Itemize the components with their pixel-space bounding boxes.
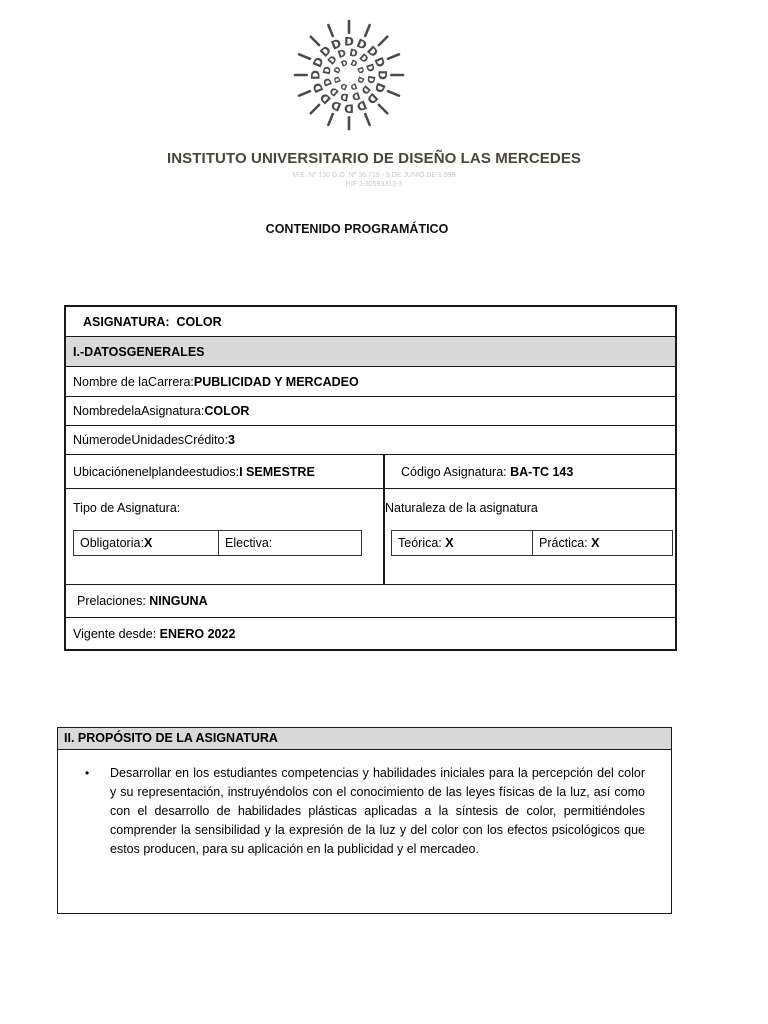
logo-letter: D xyxy=(350,89,362,103)
purpose-section-header xyxy=(58,728,671,750)
logo-ray xyxy=(328,25,332,36)
logo-letter: D xyxy=(355,75,366,85)
logo-letter: D xyxy=(332,65,343,75)
theoretical-value: X xyxy=(445,536,454,550)
theoretical-label: Teórica: xyxy=(398,536,442,550)
logo-letter: D xyxy=(329,97,344,115)
logo-letter: D xyxy=(329,35,344,53)
location-label: Ubicaciónenelplandeestudios: xyxy=(73,464,240,479)
prerequisites-label: Prelaciones: xyxy=(77,594,146,608)
mandatory-label: Obligatoria: xyxy=(80,536,144,550)
registry-line: M.E. Nº 130 G.O. Nº 36.719 - 9 DE JUNIO DE 1.999 xyxy=(292,172,456,179)
subject-name-row xyxy=(66,397,675,426)
logo-ray xyxy=(328,114,332,125)
mandatory-cell xyxy=(74,531,219,555)
logo-letter: D xyxy=(325,53,340,68)
career-value: PUBLICIDAD Y MERCADEO xyxy=(193,374,359,389)
valid-from-label: Vigente desde: xyxy=(73,626,157,641)
credits-value: 3 xyxy=(227,433,235,447)
logo-letter: D xyxy=(375,70,390,80)
logo-ray xyxy=(379,37,387,45)
subject-nature-box xyxy=(391,530,673,556)
institution-name: INSTITUTO UNIVERSITARIO DE DISEÑO LAS MERCEDES xyxy=(166,150,582,167)
purpose-table xyxy=(57,727,672,914)
logo-letter: D xyxy=(344,34,354,49)
code-value: BA-TC 143 xyxy=(510,464,574,479)
logo-letter: D xyxy=(363,74,377,85)
mandatory-value: X xyxy=(143,536,153,550)
subject-heading-label: ASIGNATURA: xyxy=(83,314,170,329)
logo-letter: D xyxy=(358,82,373,97)
logo-letter: D xyxy=(344,101,354,116)
logo-letter: D xyxy=(371,55,389,70)
logo-letter: D xyxy=(327,84,342,99)
logo-ray xyxy=(365,114,369,125)
theoretical-cell xyxy=(392,531,533,555)
logo-letter: D xyxy=(371,80,389,95)
logo-ray xyxy=(311,105,319,113)
rif-line: RIF J-30593313-3 xyxy=(345,181,403,188)
purpose-section-title: II. PROPÓSITO DE LA ASIGNATURA xyxy=(64,731,278,745)
credits-row xyxy=(66,426,675,455)
bullet-point: • xyxy=(85,766,90,780)
nature-label: Naturaleza de la asignatura xyxy=(385,501,538,515)
prerequisites-value: NINGUNA xyxy=(149,594,208,608)
elective-label: Electiva: xyxy=(225,536,273,550)
logo-letter: D xyxy=(364,90,381,107)
career-label: Nombre de laCarrera: xyxy=(73,374,194,389)
logo-letter: D xyxy=(356,51,371,66)
logo-ray xyxy=(299,91,310,95)
subject-name-label: NombredelaAsignatura: xyxy=(73,404,205,418)
location-code-row xyxy=(66,455,675,489)
practical-value: X xyxy=(591,536,600,550)
subject-type-box xyxy=(73,530,362,556)
logo-letter: D xyxy=(321,76,335,88)
logo-letter: D xyxy=(364,43,381,60)
logo-letter: D xyxy=(317,90,334,107)
type-label: Tipo de Asignatura: xyxy=(73,501,181,515)
purpose-text: Desarrollar en los estudiantes competencias y habilidades iniciales para la percepción del color y su representación, instruyéndolos con el conocimiento de las leyes físicas de la luz, así como con el desarrollo de habilidades plásticas aplicadas a la síntesis de color, permitiéndoles comprender la sensibilidad y la expresión de la luz y del color con los efectos psicológicos que estos producen, para su aplicación en la publicidad y el mercadeo. xyxy=(110,766,645,856)
logo-letter: D xyxy=(349,58,359,69)
logo-letter: D xyxy=(321,65,335,76)
logo-ray xyxy=(311,37,319,45)
logo-letter: D xyxy=(339,89,350,103)
logo-letter: D xyxy=(355,65,366,75)
logo-letter: D xyxy=(309,80,327,95)
logo-ray xyxy=(299,54,310,58)
location-value: I SEMESTRE xyxy=(239,464,315,479)
logo-ray xyxy=(365,25,369,36)
column-divider xyxy=(383,455,385,488)
subject-name-value: COLOR xyxy=(204,404,250,418)
credits-label: NúmerodeUnidadesCrédito: xyxy=(73,433,228,447)
section-title: I.-DATOSGENERALES xyxy=(73,344,205,359)
logo-letter: D xyxy=(354,35,369,53)
logo-letter: D xyxy=(349,81,359,92)
logo-ray xyxy=(388,54,399,58)
type-nature-row xyxy=(66,489,675,585)
logo-letter: D xyxy=(336,47,348,61)
general-data-section-header xyxy=(66,337,675,367)
document-title: CONTENIDO PROGRAMÁTICO xyxy=(265,222,449,236)
institution-logo xyxy=(290,16,408,134)
logo-letter: D xyxy=(308,70,323,80)
logo-letter: D xyxy=(317,43,334,60)
subject-heading-value: COLOR xyxy=(176,314,222,329)
general-data-table xyxy=(64,305,677,651)
practical-cell xyxy=(533,531,672,555)
logo-letter: D xyxy=(354,97,369,115)
logo-letter: D xyxy=(339,58,349,69)
logo-ray xyxy=(388,91,399,95)
prerequisites-row xyxy=(66,585,675,618)
logo-ray xyxy=(379,105,387,113)
valid-from-value: ENERO 2022 xyxy=(159,626,236,641)
logo-letter: D xyxy=(339,81,349,92)
practical-label: Práctica: xyxy=(539,536,588,550)
valid-from-row xyxy=(66,618,675,649)
logo-letter: D xyxy=(363,62,377,74)
subject-heading-row xyxy=(66,307,675,337)
elective-cell xyxy=(219,531,361,555)
code-label: Código Asignatura: xyxy=(401,464,507,479)
logo-letter: D xyxy=(332,75,343,85)
logo-letter: D xyxy=(309,55,327,70)
logo-letter: D xyxy=(348,47,359,61)
career-row xyxy=(66,367,675,397)
